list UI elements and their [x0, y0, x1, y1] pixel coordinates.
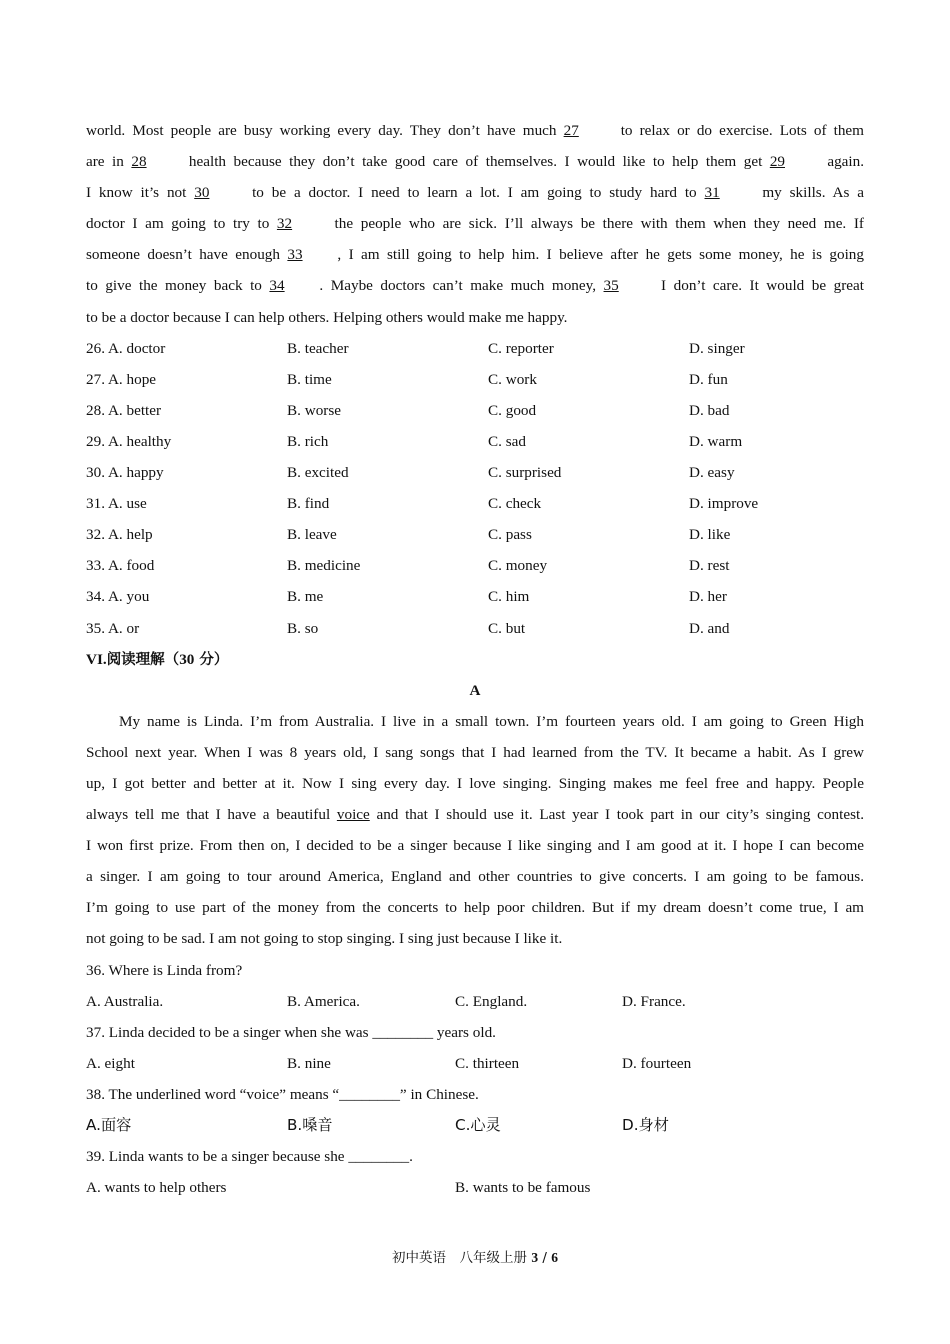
- blank-30: 30: [194, 184, 210, 202]
- cloze-passage: [86, 115, 864, 333]
- question-row: 32. A. help B. leave C. pass D. like: [86, 526, 731, 544]
- passage-line: I won first prize. From then on, I decided to be a singer because I like singing and I am good at it. I hope I can become: [86, 837, 864, 855]
- question-row: 29. A. healthy B. rich C. sad D. warm: [86, 432, 743, 450]
- underlined-word: voice: [336, 806, 370, 824]
- blank-28: 28: [131, 153, 147, 171]
- question-row: 26. A. doctor B. teacher C. reporter D. singer: [86, 339, 745, 357]
- question-row: 31. A. use B. find C. check D. improve: [86, 495, 759, 513]
- passage-line: I know it’s not 30 to be a doctor. I need to learn a lot. I am going to study hard to 31 my skills. As a: [86, 177, 864, 208]
- blank-34: 34: [269, 277, 285, 295]
- question-row: 30. A. happy B. excited C. surprised D. easy: [86, 464, 735, 482]
- blank-35: 35: [603, 277, 619, 295]
- passage-line: world. Most people are busy working every day. They don’t have much 27 to relax or do exercise. Lots of them: [86, 115, 864, 146]
- question-stem: 36. Where is Linda from?: [86, 961, 243, 979]
- passage-line: doctor I am going to try to 32 the people who are sick. I’ll always be there with them when they need me. If: [86, 208, 864, 239]
- question-row: 35. A. or B. so C. but D. and: [86, 619, 730, 637]
- blank-31: 31: [704, 184, 720, 202]
- passage-heading: A: [469, 681, 481, 699]
- question-row: 34. A. you B. me C. him D. her: [86, 588, 727, 606]
- question-row: 27. A. hope B. time C. work D. fun: [86, 370, 728, 388]
- passage-line: someone doesn’t have enough 33 , I am still going to help him. I believe after he gets some money, he is going: [86, 239, 864, 270]
- question-stem: 39. Linda wants to be a singer because she ________.: [86, 1148, 413, 1166]
- question-options: A.面容 B.嗓音 C.心灵 D.身材: [86, 1116, 669, 1134]
- passage-line: a singer. I am going to tour around America, England and other countries to give concerts. I am going to be famous.: [86, 868, 864, 886]
- passage-line: not going to be sad. I am not going to stop singing. I sing just because I like it.: [86, 930, 563, 948]
- reading-questions: [86, 955, 864, 1204]
- exam-page: [86, 115, 864, 1203]
- question-row: 33. A. food B. medicine C. money D. rest: [86, 557, 730, 575]
- page-footer: 初中英语 八年级上册 3 / 6: [392, 1250, 558, 1266]
- blank-29: 29: [769, 153, 785, 171]
- passage-line: to be a doctor because I can help others. Helping others would make me happy.: [86, 308, 568, 326]
- question-stem: 38. The underlined word “voice” means “________” in Chinese.: [86, 1085, 479, 1103]
- question-row: 28. A. better B. worse C. good D. bad: [86, 401, 730, 419]
- blank-33: 33: [287, 246, 303, 264]
- passage-line: I’m going to use part of the money from the concerts to help poor children. But if my dream doesn’t come true, I am: [86, 899, 864, 917]
- question-stem: 37. Linda decided to be a singer when she was ________ years old.: [86, 1023, 496, 1041]
- passage-line: School next year. When I was 8 years old, I sang songs that I had learned from the TV. It became a habit. As I grew: [86, 743, 864, 761]
- passage-line: My name is Linda. I’m from Australia. I live in a small town. I’m fourteen years old. I am going to Green High: [119, 712, 864, 730]
- question-options: A. wants to help others B. wants to be famous: [86, 1179, 591, 1197]
- question-options: A. eight B. nine C. thirteen D. fourteen: [86, 1054, 692, 1072]
- passage-line: to give the money back to 34 . Maybe doctors can’t make much money, 35 I don’t care. It would be great: [86, 270, 864, 301]
- cloze-questions: [86, 333, 864, 644]
- blank-32: 32: [276, 215, 293, 233]
- reading-passage: [86, 706, 864, 955]
- passage-line: always tell me that I have a beautiful voice and that I should use it. Last year I took part in our city’s singing contest.: [86, 806, 864, 824]
- question-options: A. Australia. B. America. C. England. D. France.: [86, 992, 686, 1010]
- passage-line: are in 28 health because they don’t take good care of themselves. I would like to help them get 29 again.: [86, 146, 864, 177]
- section-heading: VI.阅读理解（30 分）: [86, 650, 229, 668]
- passage-line: up, I got better and better at it. Now I sing every day. I love singing. Singing makes me feel free and happy. People: [86, 774, 864, 792]
- blank-27: 27: [563, 122, 579, 139]
